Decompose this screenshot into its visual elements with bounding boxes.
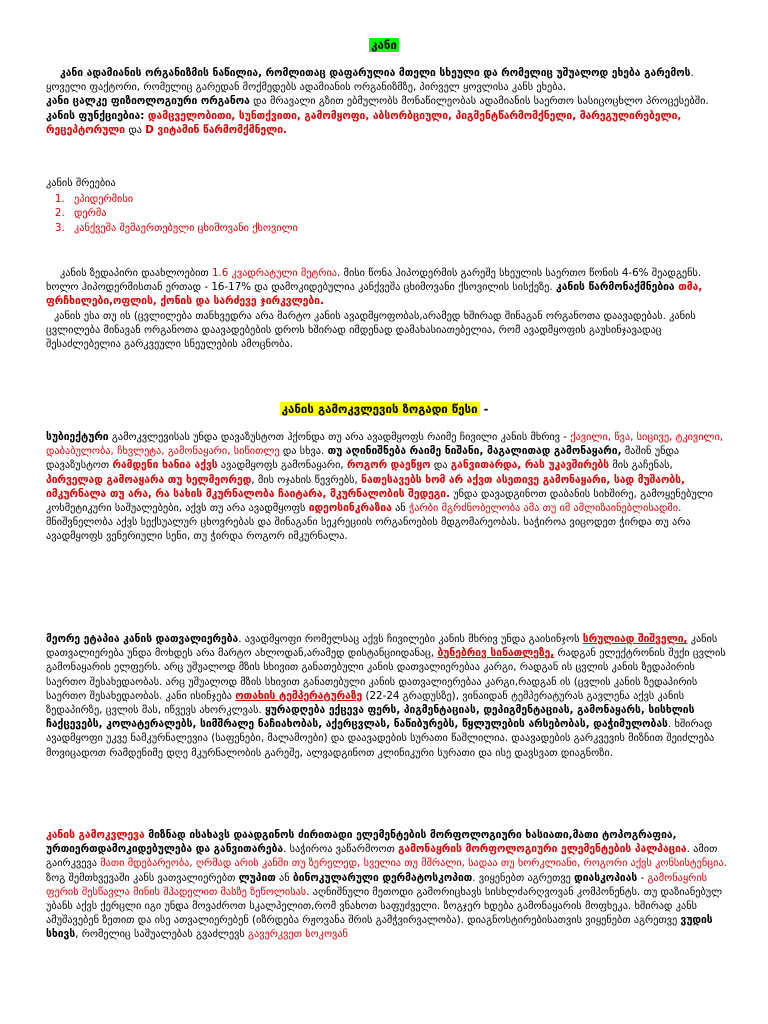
examination-paragraph: კანის გამოკვლევა მიზნად ისახავს დაადგინოს ძირითადი ელემენტების მორფოლოგიური ხასიათი,მათი ტოპოგრაფია, ურთიერთდამოკიდებულება და განვითარება. საჭიროა ვაწარმოოთ გამონაყრის მორფოლოგიური ელემენტების პალპაცია. ამით გაირკვევა მათი მდებარეობა, ღრმად არის კანში თუ ზერელედ, სველია თუ მშრალი, სადაა თუ ხორკლიანი, როგორი აქვს კონსისტენცია. ზოგ შემთხვევაში კანს ვათვალიერებთ ლუპით ან ბინოკულარული დერმატოსკოპით. ვიყენებთ აგრეთვე დიასკოპიას - გამონაყრის ფერის შესწავლა მინის შპადელით მასზე ზეწოლისას. აღნიშნული მეთოდი გამორიცხავს სისხლძარღვოვან კომპონენტს. თუ დაზიანებულ უბანს აქვს ქერცლი იგი უნდა მოვაძროთ სკალპელით,რომ ვნახოთ საფუძველი. ზოგჯერ ხდება გამონაყარის მოფხეკა. ხშირად კანს ამუშავებენ ზეთით და ისე ათვალიერებენ (იზრდება რჟოვანა შრის გამჭვირვალობა). დიაგნოსტირებისათვის ვიყენებთ აგრეთვე ვუდის სხივს, რომელიც საშუალებას გვაძლევს გავერკვეთ სოკოვან [46, 829, 727, 941]
functions-line: კანის ფუნქციებია: დამცველობითი, სუნთქვითი, გამომყოფი, აბსორბციული, პიგმენტწარმომქნელი, მარეგულირებელი, რეცეპტორული და D ვიტამინ წარმომქმნელი. [46, 109, 682, 136]
title-highlight: კანი [371, 38, 397, 52]
list-item: 1. ეპიდერმისი [68, 192, 728, 206]
area-paragraph: კანის ზედაპირი დაახლოებით 1.6 კვადრატული მეტრია. მისი წონა ჰიპოდერმის გარეშე სხეულის საერთო წონის 4-6% შეადგენს. ხოლო ჰიპოდერმისთან ერთად - 16-17% და დამოკიდებულია კანქვეშა ცხიმოვანი ქსოვილის სისქეზე. კანის წარმონაქმნებია თმა, ფრჩხილები,ოფლის, ქონის და სარძევე ჯირკვლები. კანის ესა თუ ის (ცვლილება თანხვედრა არა მარტო კანის ავადმყოფობას,არამედ ხშირად შინაგან ორგანოთა დაავადებას. კანის ცვლილება მინავან ორგანოთა დაავადებების დროს ხშირად იმდენად დამახასიათებელია, რომ ავადმყოფის გაუსინჯავადაც შესაძლებელია გარკვეული სნეულების ამოცნობა. [46, 267, 703, 351]
layers-block [46, 176, 728, 235]
section-title-highlight: კანის გამოკვლევის ზოგადი წესი [281, 402, 478, 416]
list-item: 3. კანქვეშა შემაერთებელი ცხიმოვანი ქსოვილი [68, 221, 728, 235]
subjective-paragraph: სუბიექტური გამოკვლევისას უნდა დავაზუსტოთ ჰქონდა თუ არა ავადმყოფს რაიმე ჩივილი კანის მხრივ - ქავილი, წვა, სიცივე, ტკივილი, დაბაბულობა, ჩხვლეტა, გამონაყარი, სიწითლე და სხვა. თუ აღინიშნება რაიმე ნიშანი, მაგალითად გამონაყარი, მაშინ უნდა დავაზუსტოთ რამდენი ხანია აქვს ავადმყოფს გამონაყარი, როგორ დაეწყო და განვითარდა, რას უკავშირებს მის გაჩენას, პირველად გამოაყარა თუ ხელმეორედ, მის ოჯახის წევრებს, ნათესავებს ხომ არ აქვთ ასეთივე გამონაყარი, სად მუშაობს, იმკურნალა თუ არა, რა სახის მკურნალობა ჩაიტარა, მკურნალობის შედეგი. უნდა დავადგინოთ დაბანის სიხშირე, გამოყენებული კოსმეტიკური საშუალებები, აქვს თუ არა ავადმყოფს იდეოსინკრაზია ან ჭარბი მგრძნობელობა ამა თუ იმ ამლიზაინებლისადმი. მნიშვნელობა აქვს სექსუალურ ცხოვრებას და შინაგანი სეკრეციის ორგანოების მდგომარეობას. საჭიროა ვიცოდეთ ჭირდა თუ არა ავადმყოფს ვენერიული სენი, თუ ჭირდა როგორ იმკურნალა. [46, 431, 724, 543]
intro-paragraph: კანი ადამიანის ორგანიზმის ნაწილია, რომლითაც დაფარულია მთელი სხეული და რომელიც უშუალოდ ეხება გარემოს. ყოველი ფაქტორი, რომელიც გარედან მოქმედებს ადამიანის ორგანიზმზე, პირველ ყოვლისა კანს ეხება. კანი ცალკე ფიზიოლოგიური ორგანოა და მრავალი გზით ებმულობს მონაწილეობას ადამიანის საერთო სასიცოცხლო პროცესებში. კანის ფუნქციებია: დამცველობითი, სუნთქვითი, გამომყოფი, აბსორბციული, პიგმენტწარმომქნელი, მარეგულირებელი, რეცეპტორული და D ვიტამინ წარმომქმნელი. [46, 66, 728, 137]
list-item: 2. დერმა [68, 206, 728, 220]
page-title [0, 38, 768, 54]
layers-heading: კანის შრეებია [46, 177, 116, 189]
inspection-paragraph: მეორე ეტაპია კანის დათვალიერება. ავადმყოფი რომელსაც აქვს ჩივილები კანის მხრივ უნდა გაისინჯოს სრულიად შიშველი, კანის დათვალიერება უნდა მოხდეს არა მარტო ახლოდან,არამედ დისტანციიდანაც, ბუნებრივ სინათლეზე, რადგან ელექტრონის შუქი ცვლის გამონაყარის ელფერს. არც უშუალოდ მზის სხივით განათებული კანის დათვალიერებაა კარგი, რადგან ის ცვლის კანის ზედაპირის საერთო შესახედაობას. არც უშუალოდ მზის სხივით განათებული კანის დათვალიერებაა კარგი,რადგან ის (ცვლის კანის ზედაპირის საერთო შესახედაობას. კანი ისინჯება ოთახის ტემპერატურაზე (22-24 გრადუსზე), ვინაიდან ტემპერატურას გავლენა აქვს კანის ზედაპირზე, ცვლის მას, იწვევს ახორკლვას. ყურადღება ექცევა ფერს, პიგმენტაციას, დეპიგმენტაციას, გამონაყარს, სისხლის ჩაქცევებს, კოლატერალებს, სიმშრალე ნაჩიახობას, აქერცვლას, ნაწიბურებს, წყლულების არსებობას, დაჭიმულობას. ხშირად ავადმყოფი უკვე ნამკურნალევია (საფენები, მალამოები) და დაავადების სურათი წაშლილია. დაავადების გარკვევის მიზნით შეიძლება მოვიცადოთ რამდენიმე დღე მკურნალობის გარეშე, ალვადგინოთ კლინიკური სურათი და ისე დავსვათ დიაგნოზი. [46, 633, 726, 759]
layers-list [46, 192, 728, 235]
section-title: კანის გამოკვლევის ზოგადი წესი - [281, 402, 489, 416]
